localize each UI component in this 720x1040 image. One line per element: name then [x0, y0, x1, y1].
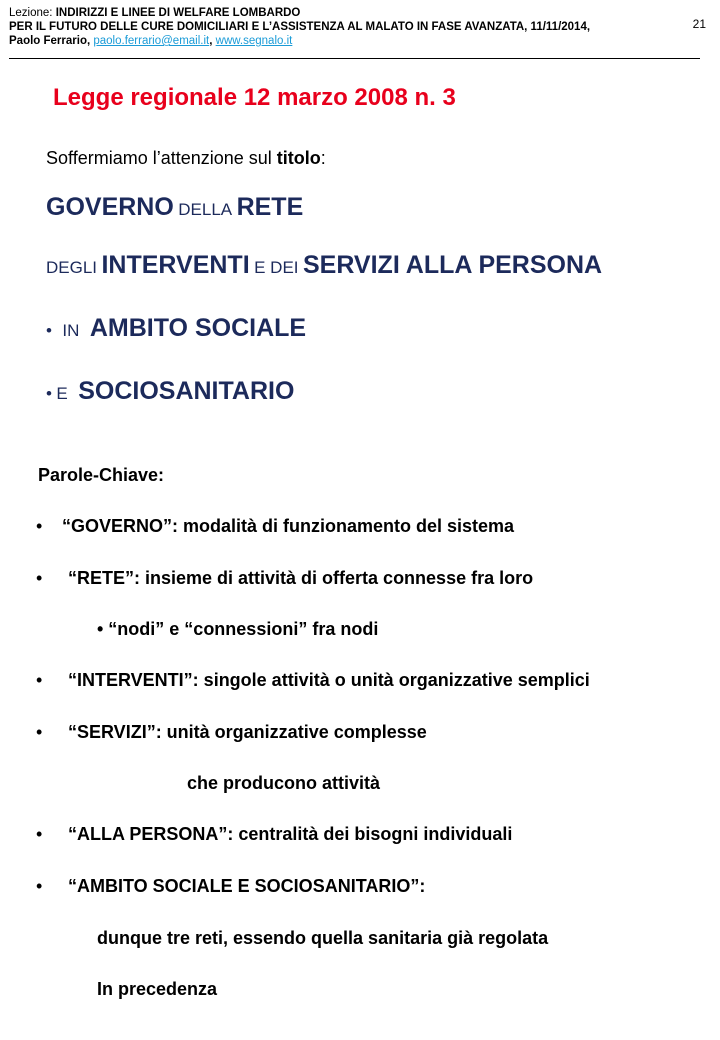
keyword-ambito-cont-2: In precedenza: [97, 979, 218, 999]
keyword-servizi-cont: che producono attività: [187, 773, 381, 793]
heading-in: IN: [62, 321, 80, 340]
heading-degli: DEGLI: [46, 258, 98, 277]
header-line-1: [9, 6, 649, 20]
link-separator: ,: [209, 35, 213, 47]
intro-before: Soffermiamo l’attenzione sul: [46, 148, 277, 168]
heading-rete: RETE: [236, 193, 304, 221]
author-name: Paolo Ferrario,: [9, 35, 91, 47]
page-title: Legge regionale 12 marzo 2008 n. 3: [53, 84, 456, 111]
intro-text: [46, 148, 326, 169]
heading-bullet-1: •: [46, 321, 52, 340]
heading-line-1: [46, 193, 303, 222]
page-number: 21: [692, 17, 706, 31]
keyword-interventi: “INTERVENTI”: singole attività o unità organizzative semplici: [68, 670, 590, 690]
lesson-label: Lezione:: [9, 7, 53, 19]
keyword-governo: “GOVERNO”: modalità di funzionamento del sistema: [62, 516, 515, 536]
heading-line-2: [46, 251, 602, 280]
heading-interventi: INTERVENTI: [101, 251, 250, 279]
keyword-ambito-cont-1: dunque tre reti, essendo quella sanitaria già regolata: [97, 928, 549, 948]
heading-ambito-sociale: AMBITO SOCIALE: [89, 314, 307, 342]
lesson-title: INDIRIZZI E LINEE DI WELFARE LOMBARDO: [55, 7, 301, 19]
keyword-alla-persona: “ALLA PERSONA”: centralità dei bisogni individuali: [68, 824, 513, 844]
bullet-servizi: •: [36, 722, 43, 742]
bullet-interventi: •: [36, 670, 43, 690]
heading-della: DELLA: [178, 200, 233, 219]
website-link[interactable]: www.segnalo.it: [215, 35, 293, 47]
heading-line-3: [46, 314, 306, 343]
heading-e: E: [56, 384, 68, 403]
header-line-2: PER IL FUTURO DELLE CURE DOMICILIARI E L’ASSISTENZA AL MALATO IN FASE AVANZATA, 11/11/2014,: [9, 21, 591, 33]
header-line-3: [9, 34, 649, 48]
intro-bold: titolo: [276, 148, 321, 168]
email-link[interactable]: paolo.ferrario@email.it: [93, 35, 210, 47]
bullet-alla-persona: •: [36, 824, 43, 844]
bullet-rete: •: [36, 568, 43, 588]
heading-servizi: SERVIZI ALLA PERSONA: [302, 251, 603, 279]
heading-governo: GOVERNO: [46, 193, 174, 221]
keyword-rete: “RETE”: insieme di attività di offerta connesse fra loro: [68, 568, 534, 588]
heading-bullet-2: •: [46, 384, 52, 403]
keyword-ambito: “AMBITO SOCIALE E SOCIOSANITARIO”:: [68, 876, 426, 896]
page-header: [9, 6, 649, 48]
heading-line-4: [46, 377, 294, 406]
bullet-ambito: •: [36, 876, 43, 896]
heading-e-dei: E DEI: [254, 258, 299, 277]
intro-after: :: [320, 148, 326, 168]
bullet-governo: •: [36, 516, 43, 536]
keyword-nodi: • “nodi” e “connessioni” fra nodi: [97, 619, 379, 639]
keywords-label: Parole-Chiave:: [38, 465, 165, 485]
keyword-servizi: “SERVIZI”: unità organizzative complesse: [68, 722, 427, 742]
header-divider: [9, 58, 700, 59]
heading-sociosanitario: SOCIOSANITARIO: [78, 377, 295, 405]
